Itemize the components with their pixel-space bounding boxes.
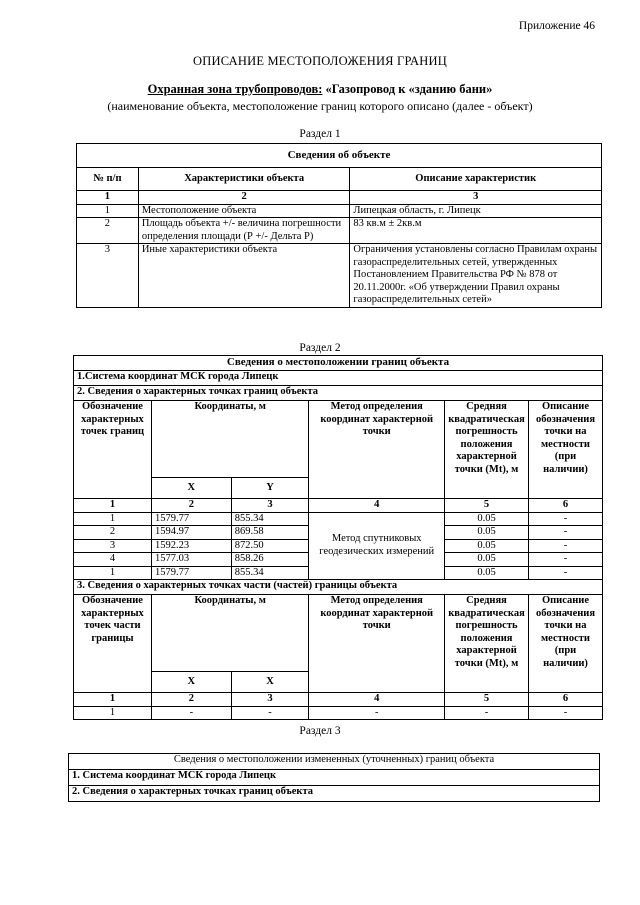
col-number: 1 xyxy=(77,191,139,205)
header-point-part: Обозначение характерных точек части границы xyxy=(74,595,152,693)
appendix-label: Приложение 46 xyxy=(518,20,595,32)
header-point: Обозначение характерных точек границ xyxy=(74,401,152,499)
table-row: 4 1577.03 858.26 0.05 - xyxy=(74,553,603,567)
col-header-desc: Описание характеристик xyxy=(350,168,602,191)
parts-title-row: 3. Сведения о характерных точках части (частей) границы объекта xyxy=(74,580,603,595)
header-method: Метод определения координат характерной точки xyxy=(309,401,445,499)
col-header-num: № п/п xyxy=(77,168,139,191)
header-y: Y xyxy=(231,478,309,499)
header-method: Метод определения координат характерной точки xyxy=(309,595,445,693)
header-error: Средняя квадратическая погрешность положения характерной точки (Mt), м xyxy=(445,595,529,693)
document-title: ОПИСАНИЕ МЕСТОПОЛОЖЕНИЯ ГРАНИЦ xyxy=(193,54,447,68)
points-title-row: 2. Сведения о характерных точках границ объекта xyxy=(74,386,603,401)
col-number: 4 xyxy=(309,499,445,513)
table-row: 2 Площадь объекта +/- величина погрешности определения площади (Р +/- Дельта Р) 83 кв.м ± 2кв.м xyxy=(77,218,602,244)
object-title xyxy=(0,82,640,97)
object-prefix: Охранная зона трубопроводов: xyxy=(147,82,323,96)
header-coords: Координаты, м xyxy=(151,595,308,672)
table-row: 1 Местоположение объекта Липецкая область, г. Липецк xyxy=(77,204,602,218)
header-coords: Координаты, м xyxy=(151,401,308,478)
object-note: (наименование объекта, местоположение границ которого описано (далее - объект) xyxy=(107,99,533,113)
header-y: Х xyxy=(231,672,309,693)
col-number: 2 xyxy=(151,693,231,707)
col-number: 5 xyxy=(445,499,529,513)
section3-table xyxy=(68,753,600,802)
col-number: 1 xyxy=(74,693,152,707)
col-number: 2 xyxy=(151,499,231,513)
col-number: 1 xyxy=(74,499,152,513)
section3-label: Раздел 3 xyxy=(299,725,341,737)
col-number: 3 xyxy=(350,191,602,205)
section3-table-title: Сведения о местоположении измененных (уточненных) границ объекта xyxy=(69,754,600,770)
col-header-char: Характеристики объекта xyxy=(138,168,350,191)
table-row: 2 1594.97 869.58 0.05 - xyxy=(74,526,603,540)
table-row: 1 1579.77 855.34 0.05 - xyxy=(74,566,603,580)
section2-table-title: Сведения о местоположении границ объекта xyxy=(74,356,603,371)
section2-label: Раздел 2 xyxy=(299,342,341,354)
col-number: 3 xyxy=(231,693,309,707)
header-desc: Описание обозначения точки на местности (при наличии) xyxy=(529,595,603,693)
header-x: Х xyxy=(151,672,231,693)
coord-system-row: 1.Система координат МСК города Липецк xyxy=(74,371,603,386)
col-number: 6 xyxy=(529,499,603,513)
section1-table-title: Сведения об объекте xyxy=(77,144,602,168)
col-number: 6 xyxy=(529,693,603,707)
section1-label: Раздел 1 xyxy=(299,128,341,140)
method-cell: Метод спутниковых геодезических измерений xyxy=(309,512,445,580)
col-number: 4 xyxy=(309,693,445,707)
header-error: Средняя квадратическая погрешность положения характерной точки (Mt), м xyxy=(445,401,529,499)
table-row: 3 1592.23 872.50 0.05 - xyxy=(74,539,603,553)
header-x: Х xyxy=(151,478,231,499)
col-number: 3 xyxy=(231,499,309,513)
coord-system-row: 1. Система координат МСК города Липецк xyxy=(69,770,600,786)
header-desc: Описание обозначения точки на местности (при наличии) xyxy=(529,401,603,499)
col-number: 2 xyxy=(138,191,350,205)
section2-table xyxy=(73,355,603,720)
col-number: 5 xyxy=(445,693,529,707)
points-title-row: 2. Сведения о характерных точках границ объекта xyxy=(69,786,600,802)
section1-table xyxy=(76,143,602,308)
object-name: «Газопровод к «зданию бани» xyxy=(322,82,493,96)
table-row: 1 - - - - - xyxy=(74,706,603,720)
table-row: 1 1579.77 855.34 Метод спутниковых геодезических измерений 0.05 - xyxy=(74,512,603,526)
table-row: 3 Иные характеристики объекта Ограничения установлены согласно Правилам охраны газораспределительных сетей, утвержденных Постановлением Правительства РФ № 878 от 20.11.2000г. «Об утверждении Правил охраны газораспределительных сетей» xyxy=(77,244,602,308)
